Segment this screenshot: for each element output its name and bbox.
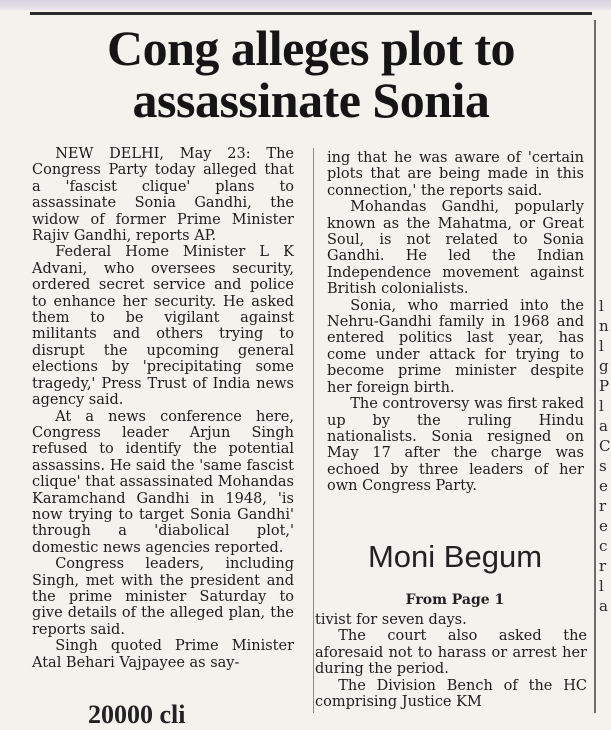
article-paragraph: The controversy was first raked up by the ruling Hindu nationalists. Sonia resigned on May 17 after the charge was echoed by three leaders of her own Congress Party.: [327, 396, 584, 495]
adjacent-column-letter: P: [599, 377, 610, 395]
article-paragraph: Mohandas Gandhi, popularly known as the Mahatma, or Great Soul, is not related to Sonia Gandhi. He led the Indian Independence movement against British colonialists.: [327, 199, 584, 298]
article-paragraph: ing that he was aware of 'certain plots that are being made in this connection,' the reports said.: [327, 150, 584, 199]
article-column-middle: [327, 150, 584, 495]
adjacent-column-letter: n: [599, 317, 609, 335]
adjacent-column-letter: l: [599, 337, 604, 355]
adjacent-column-letter: e: [599, 477, 608, 495]
article-paragraph: tivist for seven days.: [315, 612, 467, 628]
article-paragraph: NEW DELHI, May 23: The Congress Party today alleged that a 'fascist clique' plans to assassinate Sonia Gandhi, the widow of former Prime Minister Rajiv Gandhi, reports AP.: [32, 146, 294, 245]
article-paragraph: Federal Home Minister L K Advani, who oversees security, ordered secret service and police to enhance her security. He asked them to be vigilant against militants and others trying to disrupt the upcoming general elections by 'precipitating some tragedy,' Press Trust of India news agency said.: [32, 244, 294, 409]
adjacent-column-letter: C: [599, 437, 611, 455]
adjacent-column-letter: l: [599, 577, 604, 595]
adjacent-column-letter: a: [599, 417, 608, 435]
column-divider: [313, 148, 314, 713]
adjacent-column-letter: g: [599, 357, 609, 375]
article-paragraph: The Division Bench of the HC comprising Justice KM: [315, 677, 587, 711]
adjacent-column-letter: l: [599, 297, 604, 315]
article-paragraph: Singh quoted Prime Minister Atal Behari Vajpayee as say-: [32, 638, 294, 671]
continued-from-label: From Page 1: [405, 592, 505, 608]
adjacent-column-letter: l: [599, 397, 604, 415]
cut-off-headline: 20000 cli: [88, 700, 186, 729]
previous-article-band: [0, 0, 611, 10]
article-paragraph: Sonia, who married into the Nehru-Gandhi family in 1968 and entered politics last year, has come under attack for trying to become prime minister despite her foreign birth.: [327, 297, 584, 396]
article-column-left: [32, 146, 294, 671]
headline-line: assassinate Sonia: [132, 72, 490, 128]
adjacent-column-letter: c: [599, 537, 608, 555]
adjacent-column-letter: s: [599, 457, 607, 475]
headline-line: Cong alleges plot to: [106, 20, 516, 76]
column-rule-right: [594, 20, 596, 713]
adjacent-column-letter: a: [599, 597, 608, 615]
headline: [30, 22, 592, 126]
adjacent-column-letter: r: [599, 497, 607, 515]
article-paragraph: Congress leaders, including Singh, met with the president and the prime minister Saturday to give details of the alleged plan, the reports said.: [32, 556, 294, 638]
second-story-column: [315, 612, 587, 710]
second-story-headline: Moni Begum: [367, 539, 543, 574]
article-paragraph: The court also asked the aforesaid not to harass or arrest her during the period.: [315, 628, 587, 678]
article-paragraph: At a news conference here, Congress leader Arjun Singh refused to identify the potential assassins. He said the 'same fascist clique' that assassinated Mohandas Karamchand Gandhi in 1948, 'is now trying to target Sonia Gandhi' through a 'diabolical plot,' domestic news agencies reported.: [32, 408, 294, 556]
top-rule: [30, 12, 592, 15]
adjacent-column-letter: r: [599, 557, 607, 575]
adjacent-column-letter: e: [599, 517, 608, 535]
